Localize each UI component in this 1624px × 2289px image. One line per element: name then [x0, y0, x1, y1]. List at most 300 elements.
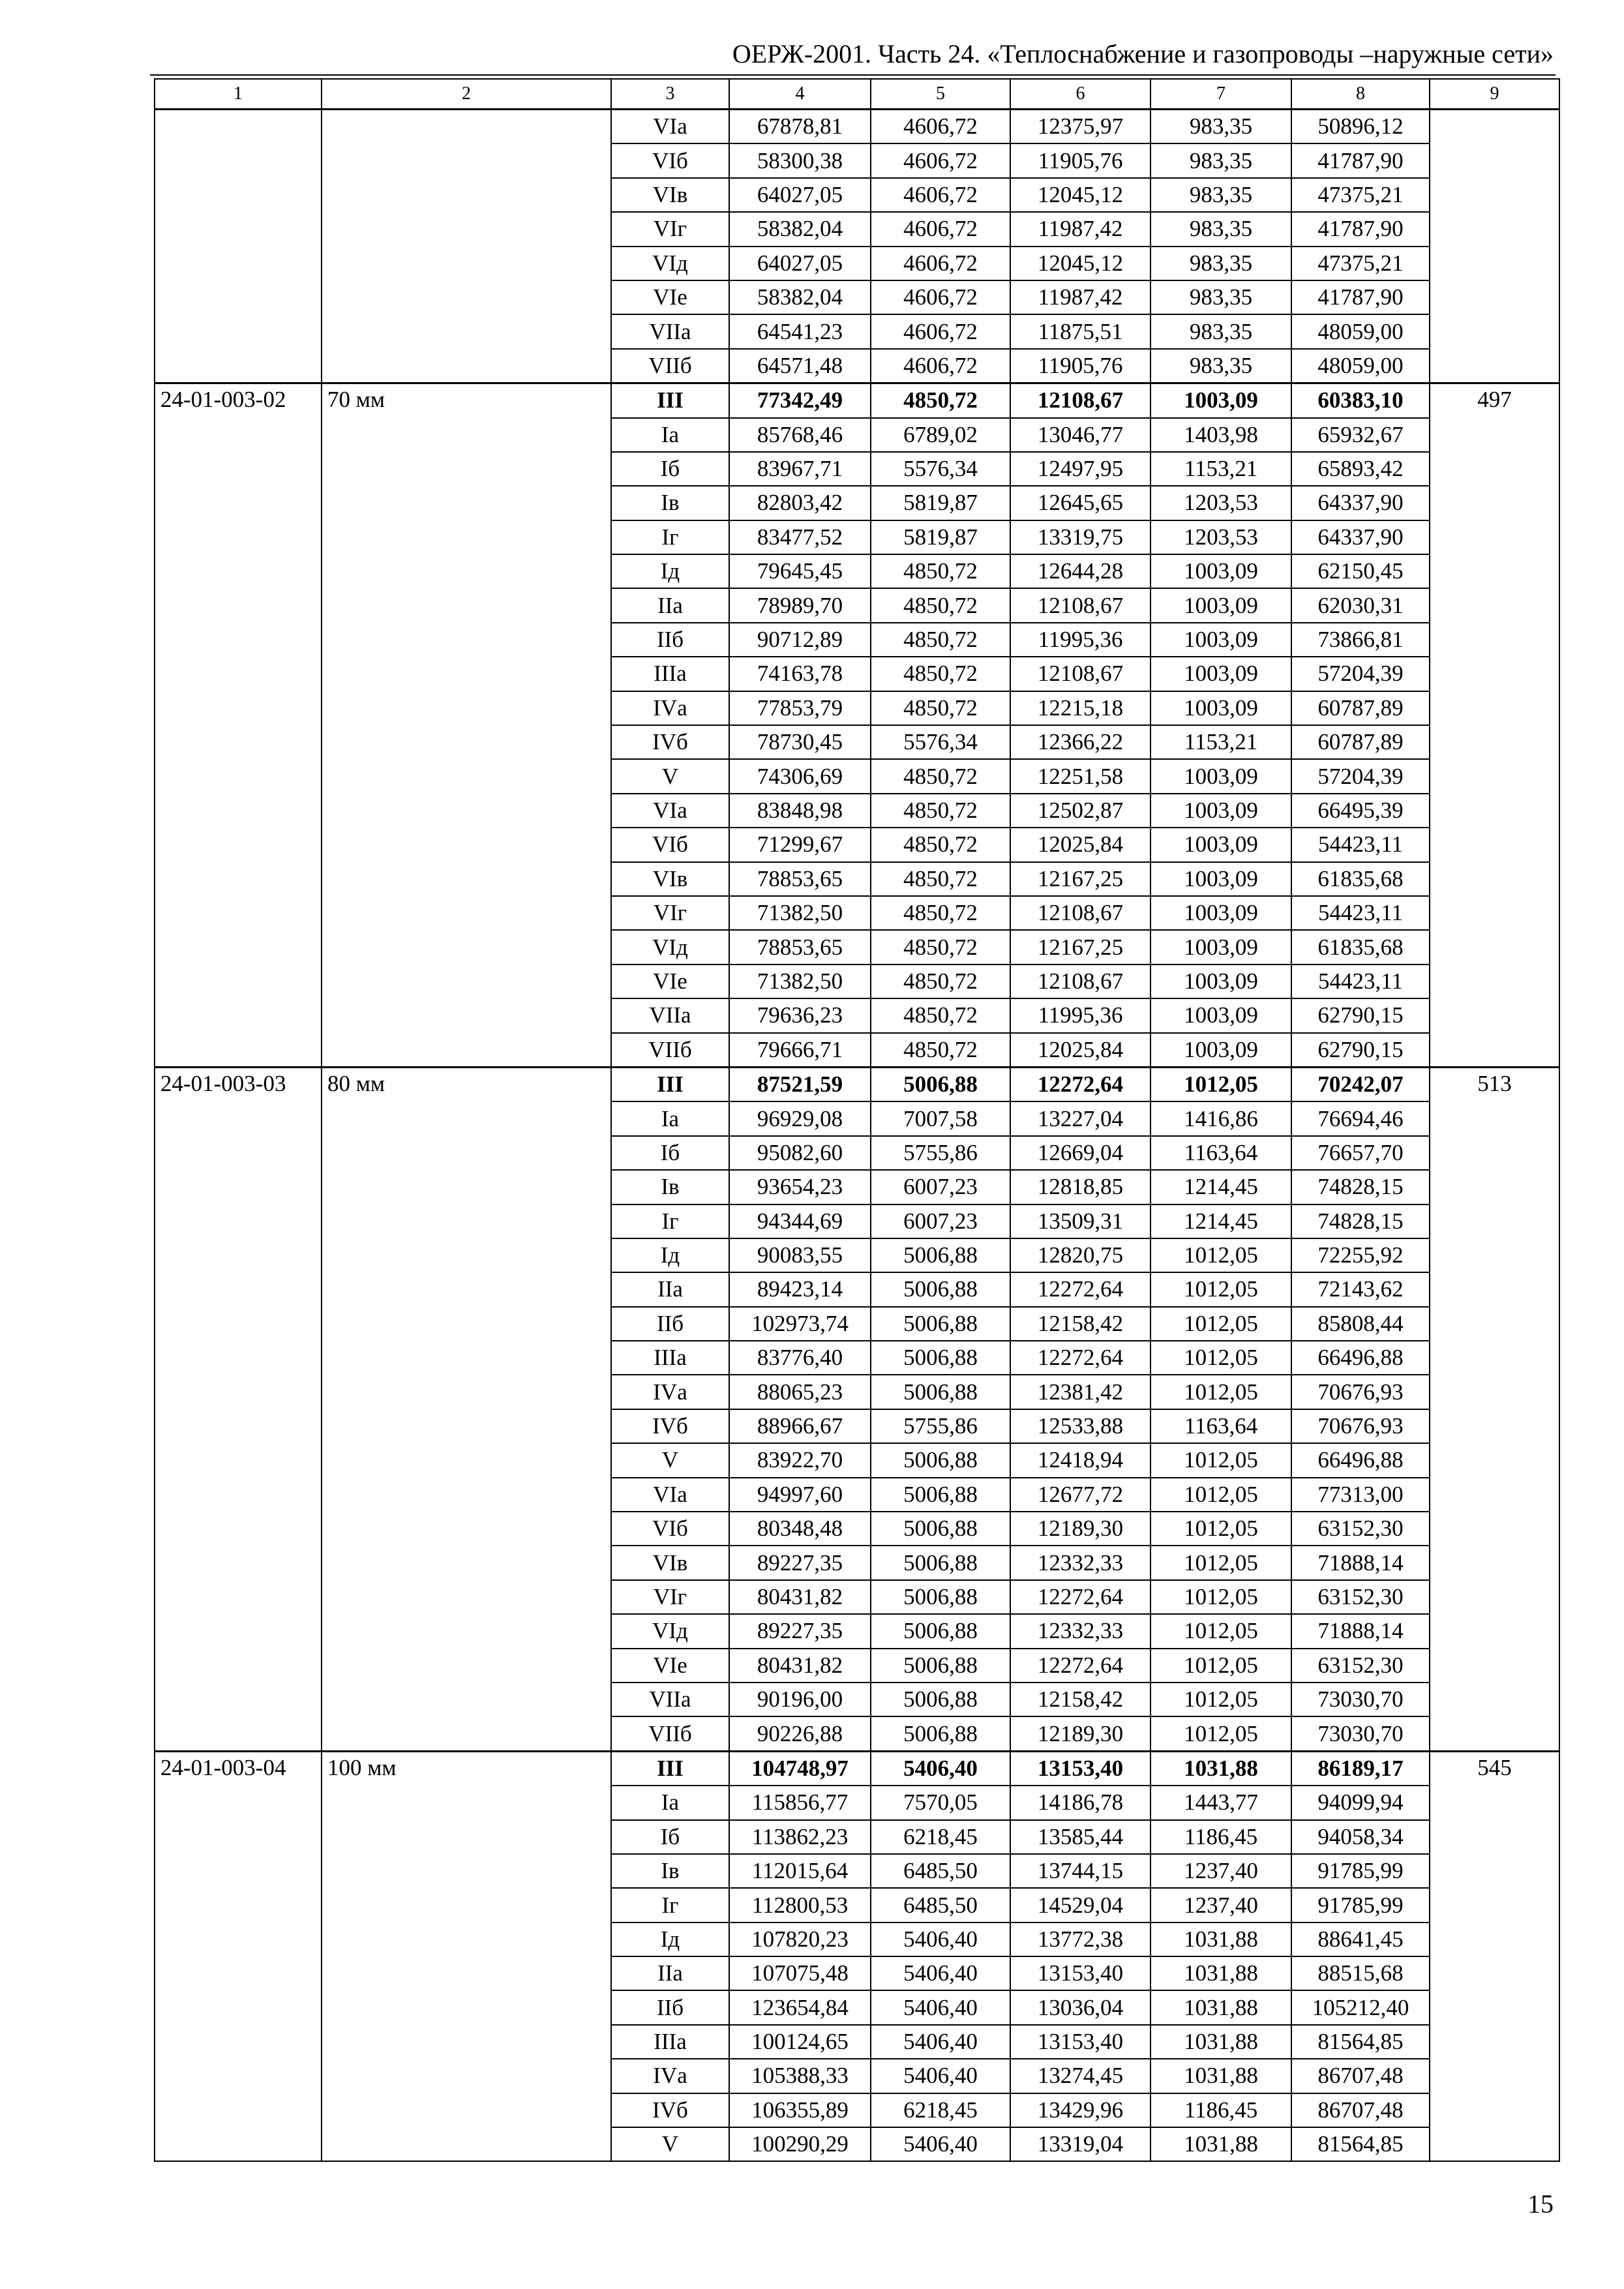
value-cell: 12251,58 — [1010, 759, 1150, 793]
value-cell: 12677,72 — [1010, 1478, 1150, 1512]
value-cell: 12272,64 — [1010, 1067, 1150, 1101]
value-cell: 1031,88 — [1150, 2127, 1291, 2161]
value-cell: 62150,45 — [1291, 554, 1430, 588]
zone-cell: III — [611, 383, 729, 418]
value-cell: 71299,67 — [729, 828, 871, 861]
value-cell: 983,35 — [1150, 247, 1291, 280]
value-cell: 64337,90 — [1291, 520, 1430, 554]
value-cell: 12644,28 — [1010, 554, 1150, 588]
zone-cell: Iв — [611, 1170, 729, 1204]
zone-cell: IIа — [611, 588, 729, 622]
value-cell: 104748,97 — [729, 1751, 871, 1786]
value-cell: 5006,88 — [871, 1614, 1010, 1648]
zone-cell: VIIб — [611, 1716, 729, 1751]
value-cell: 71382,50 — [729, 896, 871, 930]
value-cell: 60787,89 — [1291, 725, 1430, 759]
value-cell: 90712,89 — [729, 623, 871, 657]
value-cell: 63152,30 — [1291, 1649, 1430, 1683]
zone-cell: IVб — [611, 725, 729, 759]
value-cell: 4850,72 — [871, 623, 1010, 657]
value-cell: 1012,05 — [1150, 1272, 1291, 1306]
value-cell: 78853,65 — [729, 862, 871, 896]
value-cell: 5406,40 — [871, 1922, 1010, 1956]
rate-code-cell: 24-01-003-03 — [155, 1067, 322, 1751]
value-cell: 94099,94 — [1291, 1786, 1430, 1819]
value-cell: 7570,05 — [871, 1786, 1010, 1819]
value-cell: 1203,53 — [1150, 486, 1291, 520]
zone-cell: IVа — [611, 1375, 729, 1409]
value-cell: 83922,70 — [729, 1443, 871, 1477]
value-cell: 78853,65 — [729, 930, 871, 964]
value-cell: 5006,88 — [871, 1067, 1010, 1101]
value-cell: 1003,09 — [1150, 383, 1291, 418]
zone-cell: VIа — [611, 1478, 729, 1512]
value-cell: 1012,05 — [1150, 1512, 1291, 1546]
value-cell: 12158,42 — [1010, 1307, 1150, 1341]
value-cell: 107820,23 — [729, 1922, 871, 1956]
value-cell: 4850,72 — [871, 554, 1010, 588]
value-cell: 12025,84 — [1010, 1033, 1150, 1068]
value-cell: 113862,23 — [729, 1820, 871, 1854]
value-cell: 5406,40 — [871, 1990, 1010, 2024]
zone-cell: IVа — [611, 2059, 729, 2093]
value-cell: 1003,09 — [1150, 588, 1291, 622]
pipe-diameter-cell: 100 мм — [322, 1751, 611, 2161]
value-cell: 47375,21 — [1291, 178, 1430, 212]
value-cell: 1003,09 — [1150, 623, 1291, 657]
zone-cell: IIб — [611, 1990, 729, 2024]
value-cell: 4850,72 — [871, 930, 1010, 964]
zone-cell: Iв — [611, 486, 729, 520]
value-cell: 4850,72 — [871, 588, 1010, 622]
value-cell: 1012,05 — [1150, 1307, 1291, 1341]
value-cell: 1003,09 — [1150, 862, 1291, 896]
value-cell: 80431,82 — [729, 1580, 871, 1614]
value-cell: 6218,45 — [871, 2093, 1010, 2127]
value-cell: 81564,85 — [1291, 2127, 1430, 2161]
value-cell: 1012,05 — [1150, 1716, 1291, 1751]
value-cell: 1012,05 — [1150, 1341, 1291, 1375]
value-cell: 4850,72 — [871, 759, 1010, 793]
value-cell: 13153,40 — [1010, 1751, 1150, 1786]
value-cell: 1031,88 — [1150, 1751, 1291, 1786]
value-cell: 93654,23 — [729, 1170, 871, 1204]
value-cell: 58300,38 — [729, 143, 871, 177]
zone-cell: IIIа — [611, 657, 729, 691]
value-cell: 4850,72 — [871, 896, 1010, 930]
value-cell: 12366,22 — [1010, 725, 1150, 759]
value-cell: 1186,45 — [1150, 2093, 1291, 2127]
zone-cell: VIб — [611, 1512, 729, 1546]
value-cell: 5006,88 — [871, 1649, 1010, 1683]
value-cell: 83848,98 — [729, 794, 871, 828]
zone-cell: III — [611, 1067, 729, 1101]
value-cell: 95082,60 — [729, 1136, 871, 1170]
value-cell: 1003,09 — [1150, 896, 1291, 930]
value-cell: 5406,40 — [871, 2059, 1010, 2093]
value-cell: 72143,62 — [1291, 1272, 1430, 1306]
value-cell: 77342,49 — [729, 383, 871, 418]
value-cell: 41787,90 — [1291, 212, 1430, 246]
zone-cell: VIб — [611, 828, 729, 861]
column-9-cell: 545 — [1430, 1751, 1559, 2161]
value-cell: 6007,23 — [871, 1204, 1010, 1238]
value-cell: 1237,40 — [1150, 1888, 1291, 1922]
value-cell: 60383,10 — [1291, 383, 1430, 418]
value-cell: 57204,39 — [1291, 759, 1430, 793]
pipe-diameter-cell: 70 мм — [322, 383, 611, 1068]
value-cell: 4606,72 — [871, 212, 1010, 246]
value-cell: 5006,88 — [871, 1238, 1010, 1272]
value-cell: 4850,72 — [871, 1033, 1010, 1068]
value-cell: 983,35 — [1150, 280, 1291, 314]
value-cell: 85808,44 — [1291, 1307, 1430, 1341]
value-cell: 90196,00 — [729, 1683, 871, 1716]
value-cell: 6485,50 — [871, 1888, 1010, 1922]
value-cell: 47375,21 — [1291, 247, 1430, 280]
zone-cell: Iв — [611, 1854, 729, 1888]
value-cell: 5006,88 — [871, 1512, 1010, 1546]
page-number: 15 — [1527, 2189, 1554, 2219]
value-cell: 88065,23 — [729, 1375, 871, 1409]
value-cell: 66495,39 — [1291, 794, 1430, 828]
value-cell: 983,35 — [1150, 110, 1291, 144]
zone-cell: IIб — [611, 623, 729, 657]
value-cell: 100290,29 — [729, 2127, 871, 2161]
rate-code-cell: 24-01-003-02 — [155, 383, 322, 1068]
value-cell: 61835,68 — [1291, 862, 1430, 896]
column-number: 1 — [155, 79, 322, 110]
value-cell: 1031,88 — [1150, 2059, 1291, 2093]
value-cell: 1012,05 — [1150, 1580, 1291, 1614]
value-cell: 13319,75 — [1010, 520, 1150, 554]
value-cell: 41787,90 — [1291, 143, 1430, 177]
value-cell: 7007,58 — [871, 1101, 1010, 1135]
value-cell: 5819,87 — [871, 486, 1010, 520]
value-cell: 1203,53 — [1150, 520, 1291, 554]
value-cell: 70242,07 — [1291, 1067, 1430, 1101]
value-cell: 77853,79 — [729, 691, 871, 725]
zone-cell: IVб — [611, 1409, 729, 1443]
value-cell: 106355,89 — [729, 2093, 871, 2127]
value-cell: 5006,88 — [871, 1443, 1010, 1477]
running-header: ОЕРЖ-2001. Часть 24. «Теплоснабжение и газопроводы –наружные сети» — [732, 39, 1554, 68]
zone-cell: IIа — [611, 1272, 729, 1306]
value-cell: 13772,38 — [1010, 1922, 1150, 1956]
column-number: 7 — [1150, 79, 1291, 110]
value-cell: 41787,90 — [1291, 280, 1430, 314]
value-cell: 1003,09 — [1150, 794, 1291, 828]
value-cell: 54423,11 — [1291, 828, 1430, 861]
value-cell: 123654,84 — [729, 1990, 871, 2024]
value-cell: 11905,76 — [1010, 143, 1150, 177]
zone-cell: VIв — [611, 1546, 729, 1579]
value-cell: 48059,00 — [1291, 349, 1430, 383]
value-cell: 5819,87 — [871, 520, 1010, 554]
value-cell: 12669,04 — [1010, 1136, 1150, 1170]
value-cell: 86189,17 — [1291, 1751, 1430, 1786]
zone-cell: Iа — [611, 418, 729, 452]
zone-cell: Iд — [611, 1238, 729, 1272]
value-cell: 64027,05 — [729, 178, 871, 212]
value-cell: 12818,85 — [1010, 1170, 1150, 1204]
value-cell: 79666,71 — [729, 1033, 871, 1068]
value-cell: 89227,35 — [729, 1546, 871, 1579]
value-cell: 1012,05 — [1150, 1614, 1291, 1648]
zone-cell: VIг — [611, 212, 729, 246]
value-cell: 14186,78 — [1010, 1786, 1150, 1819]
value-cell: 4850,72 — [871, 862, 1010, 896]
zone-cell: Iг — [611, 1888, 729, 1922]
value-cell: 6218,45 — [871, 1820, 1010, 1854]
value-cell: 54423,11 — [1291, 965, 1430, 998]
table-row — [155, 383, 1559, 418]
value-cell: 1012,05 — [1150, 1238, 1291, 1272]
value-cell: 12045,12 — [1010, 247, 1150, 280]
value-cell: 5006,88 — [871, 1272, 1010, 1306]
value-cell: 76694,46 — [1291, 1101, 1430, 1135]
value-cell: 88515,68 — [1291, 1956, 1430, 1990]
value-cell: 48059,00 — [1291, 314, 1430, 348]
value-cell: 12108,67 — [1010, 896, 1150, 930]
value-cell: 66496,88 — [1291, 1443, 1430, 1477]
value-cell: 58382,04 — [729, 280, 871, 314]
value-cell: 5576,34 — [871, 452, 1010, 486]
value-cell: 12167,25 — [1010, 930, 1150, 964]
zone-cell: IIа — [611, 1956, 729, 1990]
value-cell: 1012,05 — [1150, 1375, 1291, 1409]
value-cell: 88641,45 — [1291, 1922, 1430, 1956]
value-cell: 11995,36 — [1010, 623, 1150, 657]
value-cell: 11905,76 — [1010, 349, 1150, 383]
value-cell: 1443,77 — [1150, 1786, 1291, 1819]
value-cell: 64541,23 — [729, 314, 871, 348]
value-cell: 12158,42 — [1010, 1683, 1150, 1716]
value-cell: 1031,88 — [1150, 1956, 1291, 1990]
value-cell: 12502,87 — [1010, 794, 1150, 828]
value-cell: 983,35 — [1150, 178, 1291, 212]
value-cell: 5006,88 — [871, 1375, 1010, 1409]
value-cell: 1163,64 — [1150, 1409, 1291, 1443]
value-cell: 78730,45 — [729, 725, 871, 759]
value-cell: 83967,71 — [729, 452, 871, 486]
value-cell: 11875,51 — [1010, 314, 1150, 348]
value-cell: 5006,88 — [871, 1307, 1010, 1341]
value-cell: 1237,40 — [1150, 1854, 1291, 1888]
value-cell: 13036,04 — [1010, 1990, 1150, 2024]
value-cell: 5006,88 — [871, 1546, 1010, 1579]
value-cell: 13585,44 — [1010, 1820, 1150, 1854]
value-cell: 77313,00 — [1291, 1478, 1430, 1512]
zone-cell: Iб — [611, 452, 729, 486]
zone-cell: VIг — [611, 1580, 729, 1614]
value-cell: 64337,90 — [1291, 486, 1430, 520]
value-cell: 12332,33 — [1010, 1546, 1150, 1579]
zone-cell: VIв — [611, 178, 729, 212]
value-cell: 70676,93 — [1291, 1375, 1430, 1409]
zone-cell: IVа — [611, 691, 729, 725]
value-cell: 63152,30 — [1291, 1580, 1430, 1614]
zone-cell: Iг — [611, 520, 729, 554]
value-cell: 86707,48 — [1291, 2093, 1430, 2127]
zone-cell: IVб — [611, 2093, 729, 2127]
value-cell: 13274,45 — [1010, 2059, 1150, 2093]
value-cell: 4606,72 — [871, 178, 1010, 212]
value-cell: 12272,64 — [1010, 1272, 1150, 1306]
value-cell: 74306,69 — [729, 759, 871, 793]
zone-cell: VIIа — [611, 1683, 729, 1716]
value-cell: 91785,99 — [1291, 1854, 1430, 1888]
zone-cell: VIе — [611, 1649, 729, 1683]
zone-cell: VIIа — [611, 998, 729, 1032]
value-cell: 67878,81 — [729, 110, 871, 144]
column-number: 8 — [1291, 79, 1430, 110]
value-cell: 1031,88 — [1150, 1922, 1291, 1956]
value-cell: 81564,85 — [1291, 2025, 1430, 2059]
zone-cell: Iб — [611, 1820, 729, 1854]
rate-code-cell: 24-01-003-04 — [155, 1751, 322, 2161]
value-cell: 62790,15 — [1291, 1033, 1430, 1068]
value-cell: 79636,23 — [729, 998, 871, 1032]
value-cell: 1003,09 — [1150, 930, 1291, 964]
value-cell: 89423,14 — [729, 1272, 871, 1306]
value-cell: 983,35 — [1150, 143, 1291, 177]
value-cell: 6485,50 — [871, 1854, 1010, 1888]
value-cell: 1186,45 — [1150, 1820, 1291, 1854]
value-cell: 5006,88 — [871, 1478, 1010, 1512]
value-cell: 12167,25 — [1010, 862, 1150, 896]
value-cell: 71888,14 — [1291, 1546, 1430, 1579]
value-cell: 4850,72 — [871, 998, 1010, 1032]
value-cell: 76657,70 — [1291, 1136, 1430, 1170]
value-cell: 105212,40 — [1291, 1990, 1430, 2024]
value-cell: 90083,55 — [729, 1238, 871, 1272]
value-cell: 1012,05 — [1150, 1478, 1291, 1512]
table-row — [155, 1067, 1559, 1101]
value-cell: 5006,88 — [871, 1683, 1010, 1716]
header-rule — [150, 74, 1556, 76]
value-cell: 82803,42 — [729, 486, 871, 520]
zone-cell: VIIб — [611, 1033, 729, 1068]
value-cell: 1012,05 — [1150, 1683, 1291, 1716]
value-cell: 5006,88 — [871, 1341, 1010, 1375]
value-cell: 1403,98 — [1150, 418, 1291, 452]
value-cell: 64571,48 — [729, 349, 871, 383]
value-cell: 57204,39 — [1291, 657, 1430, 691]
column-number: 4 — [729, 79, 871, 110]
value-cell: 4606,72 — [871, 280, 1010, 314]
value-cell: 85768,46 — [729, 418, 871, 452]
value-cell: 91785,99 — [1291, 1888, 1430, 1922]
value-cell: 5406,40 — [871, 1956, 1010, 1990]
value-cell: 1003,09 — [1150, 998, 1291, 1032]
zone-cell: IIIа — [611, 2025, 729, 2059]
value-cell: 6789,02 — [871, 418, 1010, 452]
value-cell: 12272,64 — [1010, 1649, 1150, 1683]
column-number: 6 — [1010, 79, 1150, 110]
value-cell: 1003,09 — [1150, 657, 1291, 691]
column-number: 3 — [611, 79, 729, 110]
value-cell: 73866,81 — [1291, 623, 1430, 657]
zone-cell: VIе — [611, 280, 729, 314]
column-number-row — [155, 79, 1559, 110]
value-cell: 13429,96 — [1010, 2093, 1150, 2127]
value-cell: 88966,67 — [729, 1409, 871, 1443]
value-cell: 1003,09 — [1150, 1033, 1291, 1068]
column-number: 9 — [1430, 79, 1559, 110]
zone-cell: Iб — [611, 1136, 729, 1170]
value-cell: 12189,30 — [1010, 1716, 1150, 1751]
column-9-cell: 497 — [1430, 383, 1559, 1068]
value-cell: 12025,84 — [1010, 828, 1150, 861]
zone-cell: VIб — [611, 143, 729, 177]
value-cell: 83477,52 — [729, 520, 871, 554]
value-cell: 5406,40 — [871, 2127, 1010, 2161]
value-cell: 4606,72 — [871, 349, 1010, 383]
value-cell: 62790,15 — [1291, 998, 1430, 1032]
value-cell: 86707,48 — [1291, 2059, 1430, 2093]
zone-cell: IIIа — [611, 1341, 729, 1375]
value-cell: 80348,48 — [729, 1512, 871, 1546]
value-cell: 1416,86 — [1150, 1101, 1291, 1135]
value-cell: 65893,42 — [1291, 452, 1430, 486]
zone-cell: Iа — [611, 1786, 729, 1819]
value-cell: 4606,72 — [871, 314, 1010, 348]
value-cell: 12418,94 — [1010, 1443, 1150, 1477]
value-cell: 100124,65 — [729, 2025, 871, 2059]
value-cell: 12108,67 — [1010, 588, 1150, 622]
zone-cell: VIа — [611, 110, 729, 144]
value-cell: 13509,31 — [1010, 1204, 1150, 1238]
value-cell: 71888,14 — [1291, 1614, 1430, 1648]
value-cell: 5406,40 — [871, 1751, 1010, 1786]
value-cell: 4850,72 — [871, 965, 1010, 998]
value-cell: 1003,09 — [1150, 691, 1291, 725]
value-cell: 12045,12 — [1010, 178, 1150, 212]
value-cell: 94344,69 — [729, 1204, 871, 1238]
value-cell: 11987,42 — [1010, 212, 1150, 246]
value-cell: 11987,42 — [1010, 280, 1150, 314]
value-cell: 64027,05 — [729, 247, 871, 280]
value-cell: 4850,72 — [871, 657, 1010, 691]
zone-cell: III — [611, 1751, 729, 1786]
value-cell: 12215,18 — [1010, 691, 1150, 725]
value-cell: 87521,59 — [729, 1067, 871, 1101]
value-cell: 4850,72 — [871, 828, 1010, 861]
value-cell: 13744,15 — [1010, 1854, 1150, 1888]
value-cell: 1031,88 — [1150, 2025, 1291, 2059]
value-cell: 83776,40 — [729, 1341, 871, 1375]
zone-cell: VIд — [611, 1614, 729, 1648]
value-cell: 4606,72 — [871, 143, 1010, 177]
value-cell: 12272,64 — [1010, 1580, 1150, 1614]
value-cell: 983,35 — [1150, 349, 1291, 383]
zone-cell: Iа — [611, 1101, 729, 1135]
value-cell: 90226,88 — [729, 1716, 871, 1751]
table-body — [155, 110, 1559, 2162]
value-cell: 1003,09 — [1150, 554, 1291, 588]
value-cell: 5576,34 — [871, 725, 1010, 759]
value-cell: 983,35 — [1150, 212, 1291, 246]
zone-cell: VIв — [611, 862, 729, 896]
value-cell: 12189,30 — [1010, 1512, 1150, 1546]
value-cell: 13153,40 — [1010, 1956, 1150, 1990]
value-cell: 50896,12 — [1291, 110, 1430, 144]
zone-cell: VIIб — [611, 349, 729, 383]
value-cell: 1214,45 — [1150, 1204, 1291, 1238]
value-cell: 13046,77 — [1010, 418, 1150, 452]
zone-cell: V — [611, 759, 729, 793]
